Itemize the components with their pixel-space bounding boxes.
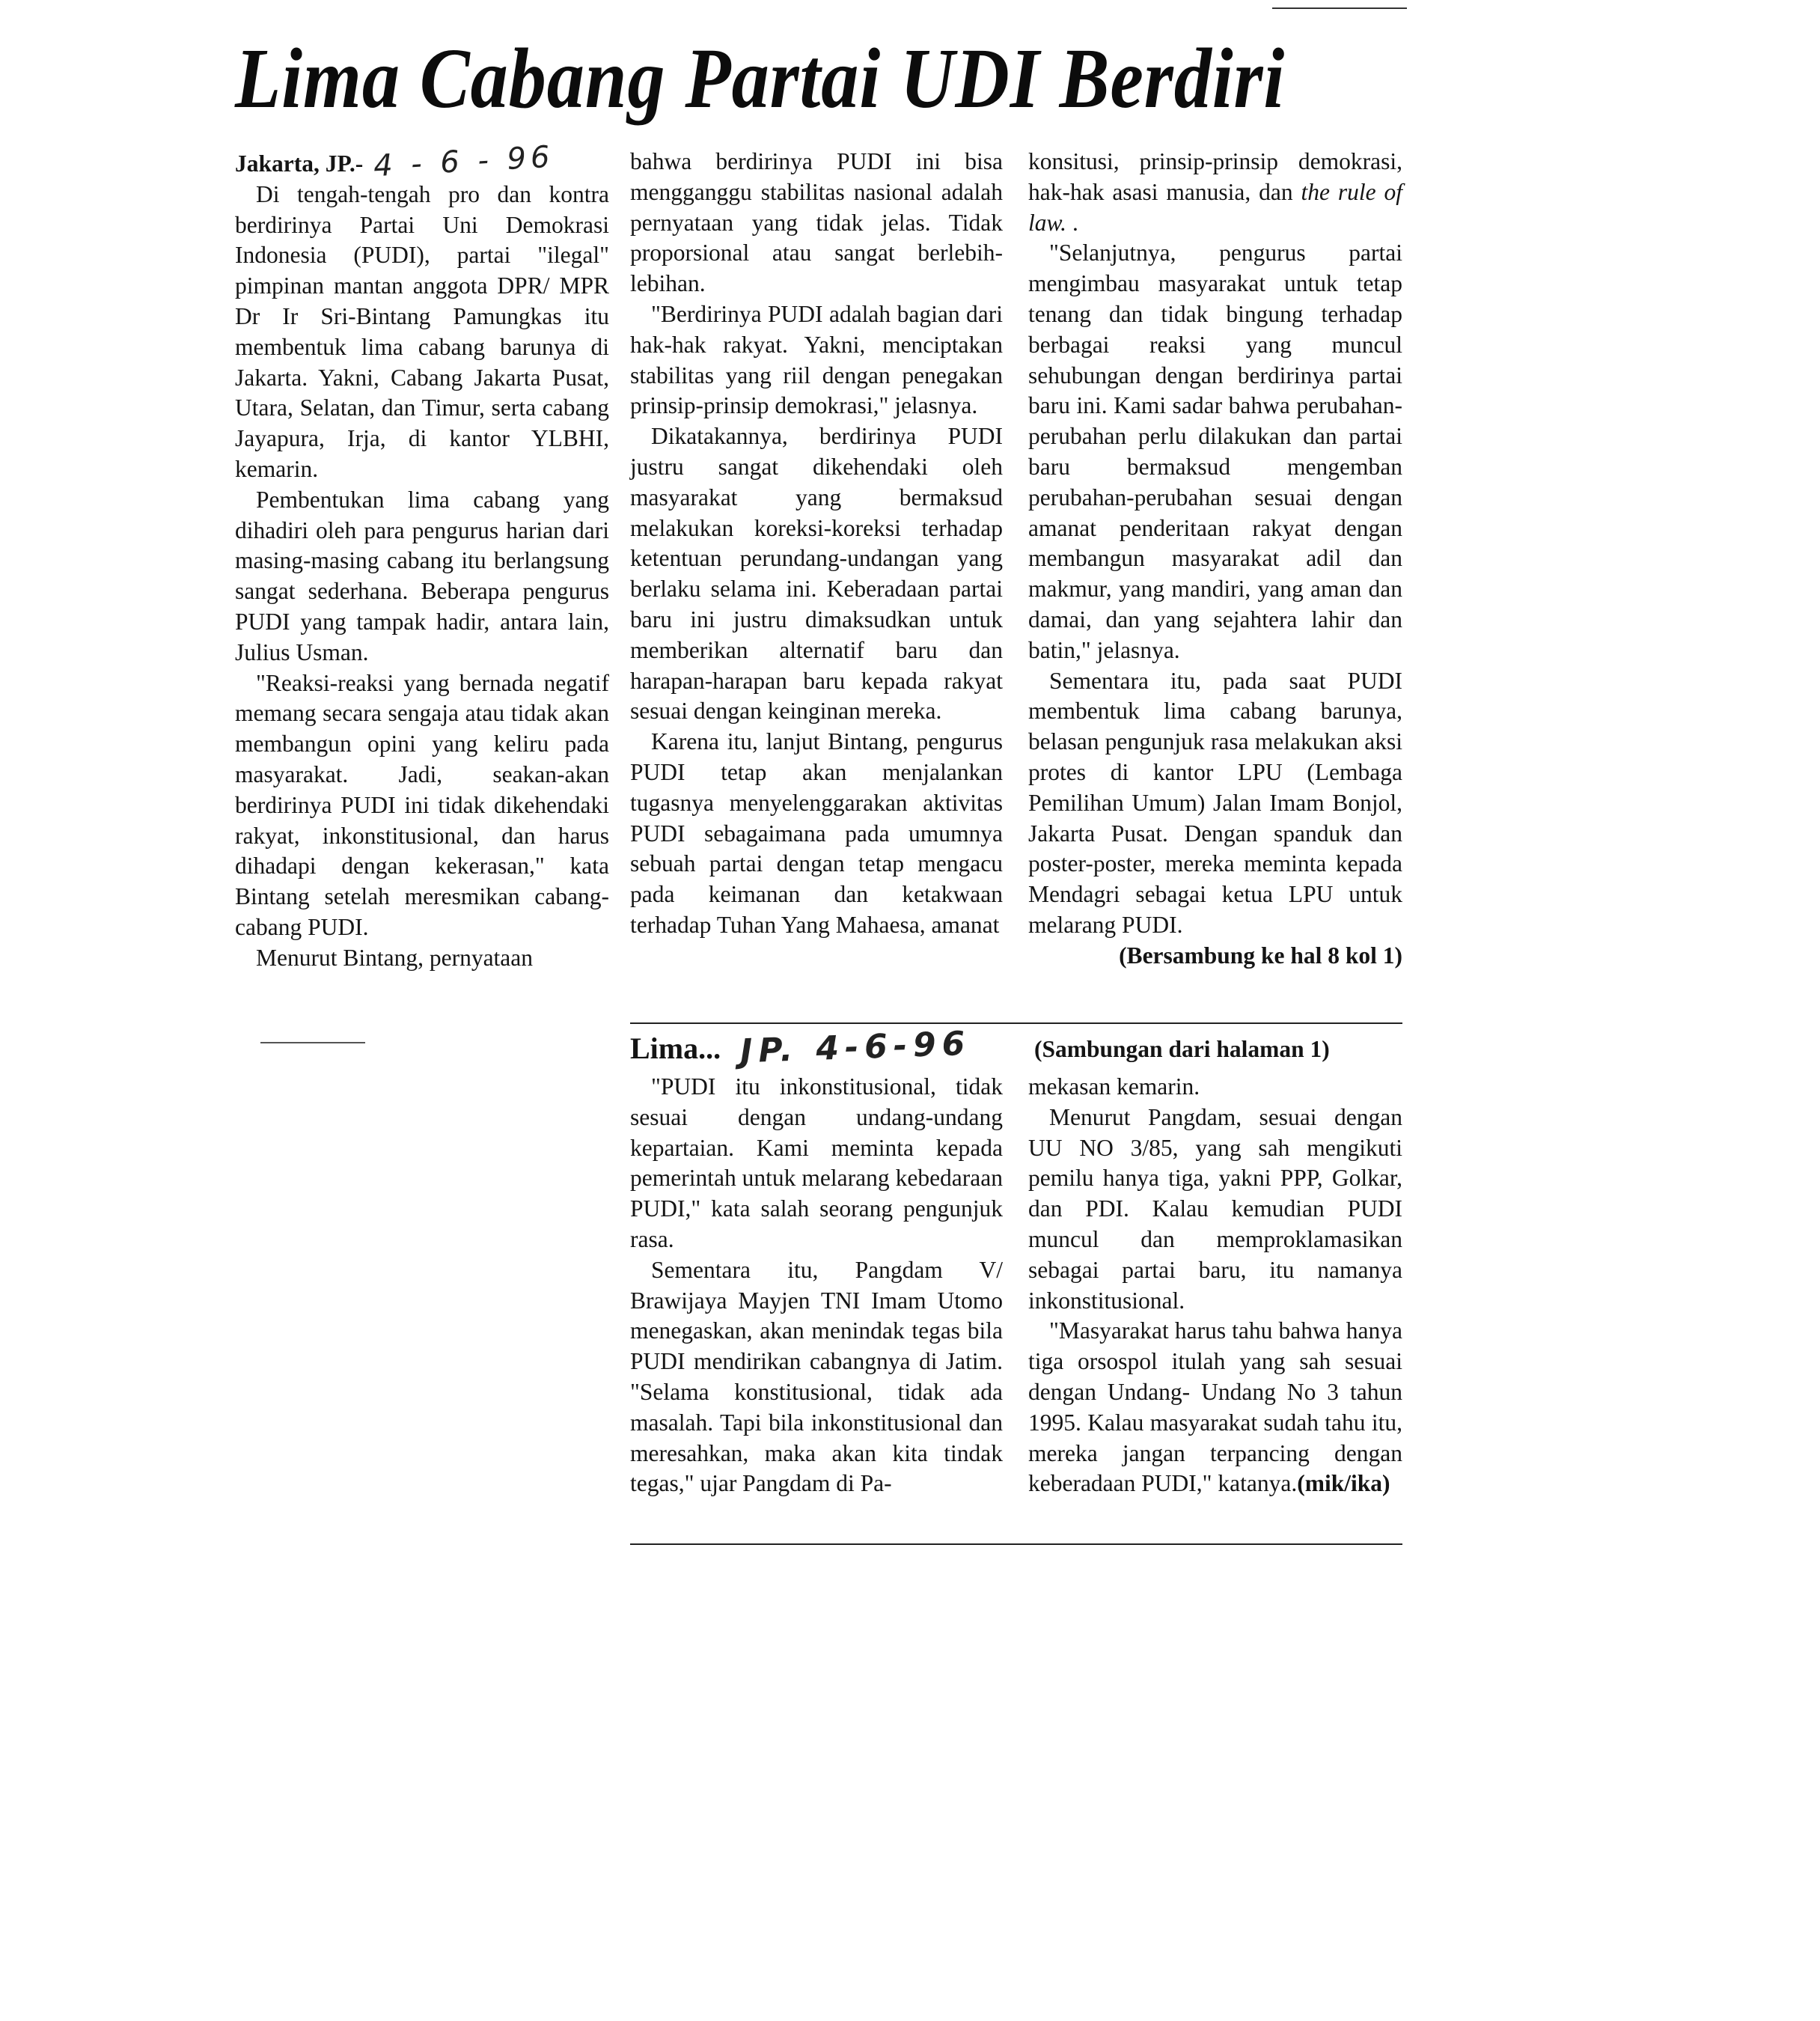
italic-phrase: the rule of law.: [1028, 178, 1402, 236]
section-divider: [630, 1022, 1402, 1024]
top-rule: [1272, 7, 1407, 9]
byline: (mik/ika): [1297, 1470, 1390, 1497]
continuation-header: [630, 1024, 1402, 1071]
paragraph: Sementara itu, pada saat PUDI membentuk lima cabang barunya, belasan pengunjuk rasa melakukan aksi protes di kantor LPU (Lembaga Pemilihan Umum) Jalan Imam Bonjol, Jakarta Pusat. Dengan spanduk dan poster-poster, mereka meminta kepada Mendagri sebagai ketua LPU untuk melarang PUDI.: [1028, 667, 1402, 938]
paragraph: Dikatakannya, berdirinya PUDI justru sangat dikehendaki oleh masyarakat yang bermaksud melakukan koreksi-koreksi terhadap ketentuan perundang-undangan yang berlaku selama ini. Keberadaan partai baru ini justru dimaksudkan untuk memberikan alternatif baru dan harapan-harapan baru kepada rakyat sesuai dengan keinginan mereka.: [630, 423, 1003, 725]
paragraph: mekasan kemarin.: [1028, 1073, 1200, 1100]
paragraph-lead: konsitusi, prinsip-prinsip demokrasi, hak-hak asasi manusia, dan: [1028, 148, 1402, 205]
handwritten-date: 4 - 6 - 96: [373, 139, 555, 184]
continued-from-note: (Sambungan dari halaman 1): [1034, 1036, 1330, 1062]
paragraph: Karena itu, lanjut Bintang, pengurus PUDI tetap akan menjalankan tugasnya menyelenggarakan aktivitas PUDI sebagaimana pada umumnya sebuah partai dengan tetap mengacu pada keimanan dan ketakwaan terhadap Tuhan Yang Mahaesa, amanat: [630, 728, 1003, 938]
article-column-2: [630, 147, 1003, 941]
bottom-rule: [630, 1543, 1402, 1545]
continuation-title: [630, 1024, 972, 1071]
dateline: [235, 139, 609, 184]
paragraph: bahwa berdirinya PUDI ini bisa mengganggu stabilitas nasional adalah pernyataan yang tidak jelas. Tidak proporsional atau sangat berlebih-lebihan.: [630, 148, 1003, 297]
paragraph-text: "Masyarakat harus tahu bahwa hanya tiga orsospol itulah yang sah sesuai dengan Undang- Undang No 3 tahun 1995. Kalau masyarakat sudah tahu itu, mereka jangan terpancing dengan keberadaan PUDI," katanya.: [1028, 1317, 1402, 1497]
paragraph-tail: .: [1072, 209, 1078, 236]
paragraph: Menurut Pangdam, sesuai dengan UU NO 3/85, yang sah mengikuti pemilu hanya tiga, yakni PPP, Golkar, dan PDI. Kalau kemudian PUDI muncul dan memproklamasikan sebagai partai baru, itu namanya inkonstitusional.: [1028, 1103, 1402, 1314]
paragraph: [1028, 1316, 1402, 1499]
paragraph: [1028, 147, 1402, 238]
paragraph: Sementara itu, Pangdam V/ Brawijaya Mayjen TNI Imam Utomo menegaskan, akan menindak tegas bila PUDI mendirikan cabangnya di Jatim. "Selama konstitusional, tidak ada masalah. Tapi bila inkonstitusional dan meresahkan, maka akan kita tindak tegas," ujar Pangdam di Pa-: [630, 1256, 1003, 1497]
column-end-rule: [260, 1042, 365, 1043]
handwritten-reference: JP. 4-6-96: [739, 1024, 972, 1071]
dateline-label: Jakarta, JP.-: [235, 150, 364, 177]
article-column-1: [235, 139, 609, 974]
continuation-column-2: [1028, 1072, 1402, 1499]
paragraph: "Selanjutnya, pengurus partai mengimbau masyarakat untuk tetap tenang dan tidak bingung terhadap berbagai reaksi yang muncul sehubungan dengan berdirinya partai baru ini. Kami sadar bahwa perubahan-perubahan perlu dilakukan dan partai baru bermaksud mengemban perubahan-perubahan sesuai dengan amanat penderitaan rakyat dengan membangun masyarakat adil dan makmur, yang mandiri, yang aman dan damai, dan yang sejahtera lahir dan batin," jelasnya.: [1028, 240, 1402, 663]
paragraph: Di tengah-tengah pro dan kontra berdirinya Partai Uni Demokrasi Indonesia (PUDI), partai "ilegal" pimpinan mantan anggota DPR/ MPR Dr Ir Sri-Bintang Pamungkas itu membentuk lima cabang barunya di Jakarta. Yakni, Cabang Jakarta Pusat, Utara, Selatan, dan Timur, serta cabang Jayapura, Irja, di kantor YLBHI, kemarin.: [235, 180, 609, 482]
paragraph: Pembentukan lima cabang yang dihadiri oleh para pengurus harian dari masing-masing cabang itu berlangsung sangat sederhana. Beberapa pengurus PUDI yang tampak hadir, antara lain, Julius Usman.: [235, 486, 609, 665]
continuation-word: Lima...: [630, 1031, 721, 1065]
continuation-column-1: [630, 1072, 1003, 1499]
paragraph: Menurut Bintang, pernyataan: [256, 944, 534, 971]
article-column-3: [1028, 147, 1402, 972]
headline: Lima Cabang Partai UDI Berdiri: [235, 31, 1286, 126]
paragraph: "PUDI itu inkonstitusional, tidak sesuai dengan undang-undang kepartaian. Kami meminta kepada pemerintah untuk melarang kebedaraan PUDI," kata salah seorang pengunjuk rasa.: [630, 1073, 1003, 1252]
jump-note: (Bersambung ke hal 8 kol 1): [1119, 942, 1402, 969]
paragraph: "Reaksi-reaksi yang bernada negatif memang secara sengaja atau tidak akan membangun opini yang keliru pada masyarakat. Jadi, seakan-akan berdirinya PUDI ini tidak dikehendaki rakyat, inkonstitusional, dan harus dihadapi dengan kekerasan," kata Bintang setelah meresmikan cabang-cabang PUDI.: [235, 669, 609, 940]
paragraph: "Berdirinya PUDI adalah bagian dari hak-hak rakyat. Yakni, menciptakan stabilitas yang riil dengan penegakan prinsip-prinsip demokrasi," jelasnya.: [630, 300, 1003, 419]
